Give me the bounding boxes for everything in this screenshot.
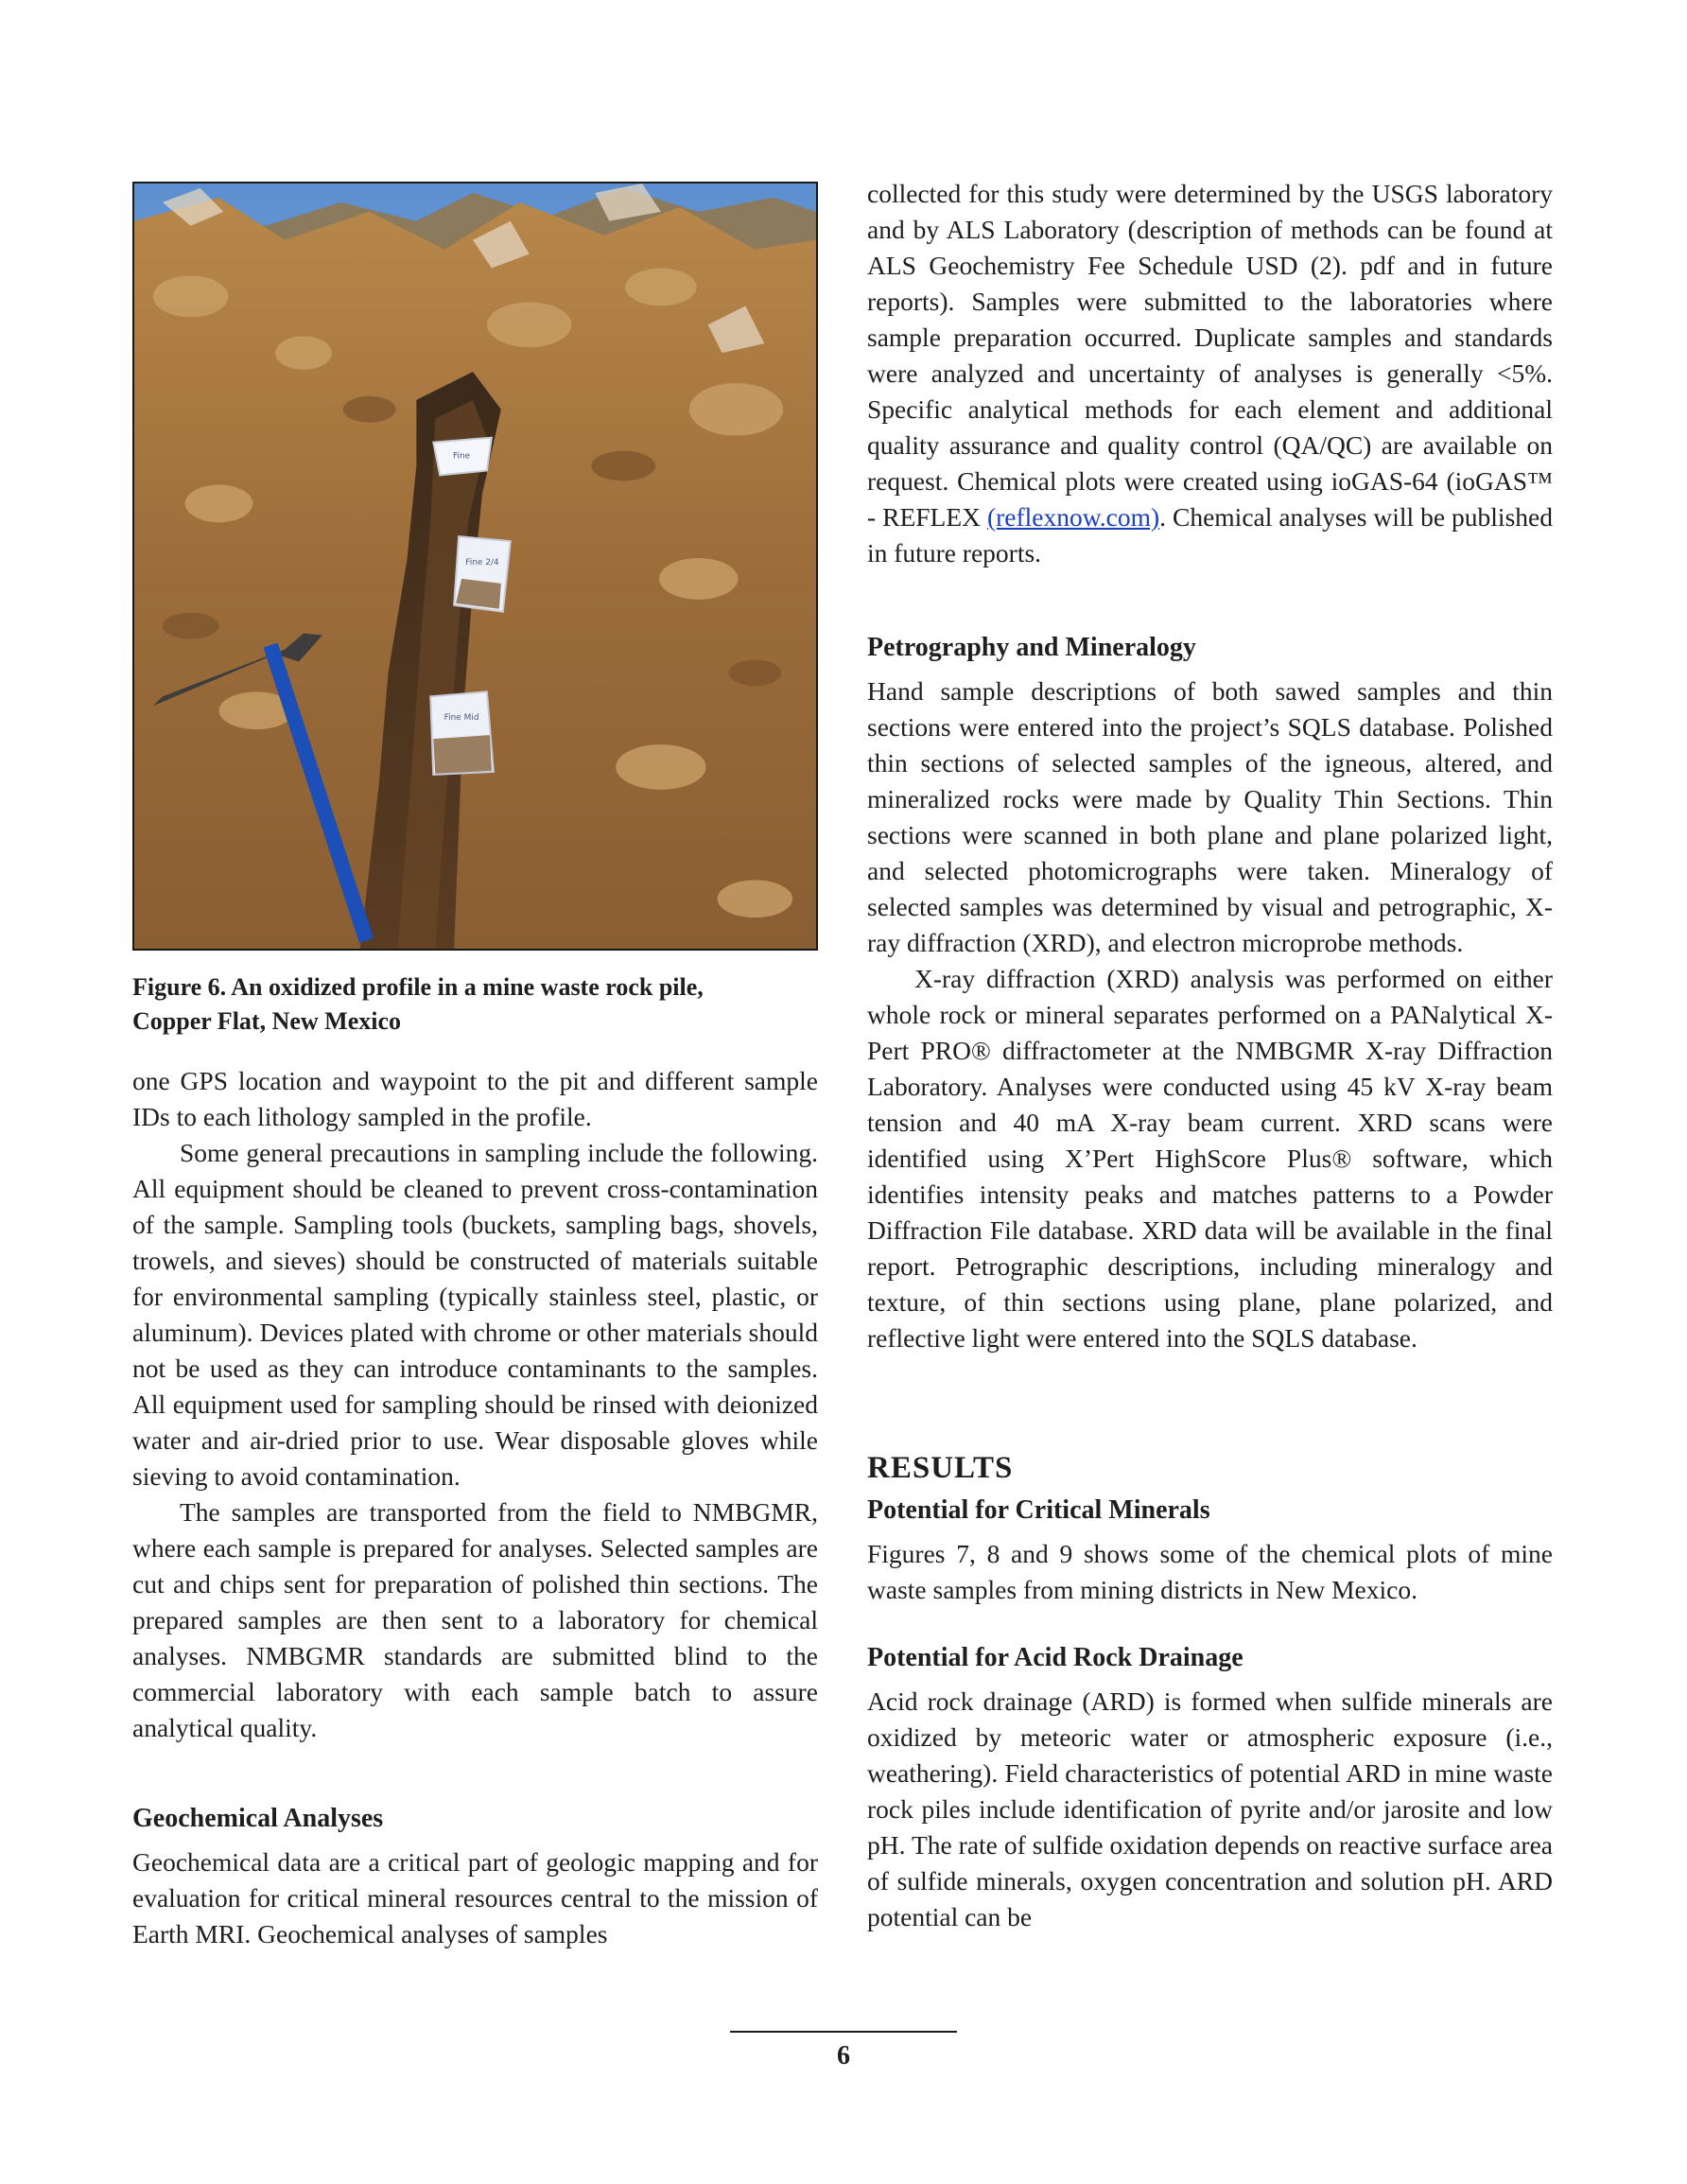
acid-rock-drainage-section <box>867 1640 1553 1935</box>
svg-text:Fine: Fine <box>453 451 471 462</box>
figure-caption-line-2: Copper Flat, New Mexico <box>132 1007 402 1035</box>
footer-rule <box>730 2031 957 2033</box>
svg-text:Fine 2/4: Fine 2/4 <box>465 558 499 568</box>
section-heading: Geochemical Analyses <box>132 1804 384 1833</box>
paragraph: X-ray diffraction (XRD) analysis was performed on either whole rock or mineral separates performed on a PANalytical X- Pert PRO® diffractometer at the NMBGMR X-ray Diffraction Laboratory. Analyses were conducted using 45 kV X-ray beam tension and 40 mA X-ray beam current. XRD scans were identified using X’Pert HighScore Plus® software, which identifies intensity peaks and matches patterns to a Powder Diffraction File database. XRD data will be available in the final report. Petrographic descriptions, including mineralogy and texture, of thin sections using plane, plane polarized, and reflective light were entered into the SQLS database. <box>867 964 1553 1353</box>
section-heading: Potential for Acid Rock Drainage <box>867 1643 1244 1672</box>
sample-bag-2 <box>454 536 511 612</box>
figure-caption <box>132 970 818 1039</box>
section-heading: Potential for Critical Minerals <box>867 1495 1210 1525</box>
paragraph: Some general precautions in sampling include the following. All equipment should be cleaned to prevent cross-contamination of the sample. Sampling tools (buckets, sampling bags, shovels, trowels, and sieves) should be constructed of materials suitable for environmental sampling (typically stainless steel, plastic, or aluminum). Devices plated with chrome or other materials should not be used as they can introduce contaminants to the samples. All equipment used for sampling should be rinsed with deionized water and air-dried prior to use. Wear disposable gloves while sieving to avoid contamination. <box>132 1138 818 1491</box>
sample-bag-3 <box>430 691 494 775</box>
waste-rock-pit-illustration <box>134 183 816 949</box>
figure-6-photo <box>132 182 818 951</box>
svg-text:Fine Mid: Fine Mid <box>443 713 479 724</box>
results-section <box>867 1447 1553 1608</box>
paragraph: one GPS location and waypoint to the pit and different sample IDs to each lithology sampled in the profile. <box>132 1066 818 1131</box>
results-heading: RESULTS <box>867 1451 1014 1485</box>
paragraph-text: . Chemical analyses will be published in future reports. <box>867 502 1553 568</box>
paragraph-text: collected for this study were determined by the USGS laboratory and by ALS Laboratory (description of methods can be found at ALS Geochemistry Fee Schedule USD (2). pdf and in future reports). Samples were submitted to the laboratories where sample preparation occurred. Duplicate samples and standards were analyzed and uncertainty of analyses is generally <5%. Specific analytical methods for each element and additional quality assurance and quality control (QA/QC) are available on request. Chemical plots were created using ioGAS-64 (ioGAS™ - REFLEX <box>867 179 1553 532</box>
right-column-text <box>867 176 1553 571</box>
left-column-text <box>132 1063 818 1746</box>
paragraph: Geochemical data are a critical part of geologic mapping and for evaluation for critical mineral resources central to the mission of Earth MRI. Geochemical analyses of samples <box>132 1847 818 1948</box>
paragraph <box>867 176 1553 571</box>
reflexnow-link[interactable]: (reflexnow.com) <box>986 502 1160 532</box>
sample-bag-1 <box>433 438 492 476</box>
figure-caption-line-1: Figure 6. An oxidized profile in a mine waste rock pile, <box>132 973 704 1001</box>
petrography-section <box>867 630 1553 1356</box>
paragraph: Hand sample descriptions of both sawed samples and thin sections were entered into the project’s SQLS database. Polished thin sections of selected samples of the igneous, altered, and mineralized rocks were made by Quality Thin Sections. Thin sections were scanned in both plane and plane polarized light, and selected photomicrographs were taken. Mineralogy of selected samples was determined by visual and petrographic, X-ray diffraction (XRD), and electron microprobe methods. <box>867 676 1553 957</box>
section-heading: Petrography and Mineralogy <box>867 633 1196 662</box>
paragraph: Figures 7, 8 and 9 shows some of the chemical plots of mine waste samples from mining districts in New Mexico. <box>867 1539 1553 1604</box>
geochemical-analyses-section <box>132 1801 818 1952</box>
page-number: 6 <box>837 2041 850 2070</box>
paragraph: Acid rock drainage (ARD) is formed when sulfide minerals are oxidized by meteoric water or atmospheric exposure (i.e., weathering). Field characteristics of potential ARD in mine waste rock piles include identification of pyrite and/or jarosite and low pH. The rate of sulfide oxidation depends on reactive surface area of sulfide minerals, oxygen concentration and solution pH. ARD potential can be <box>867 1686 1553 1931</box>
paragraph: The samples are transported from the field to NMBGMR, where each sample is prepared for analyses. Selected samples are cut and chips sent for preparation of polished thin sections. The prepared samples are then sent to a laboratory for chemical analyses. NMBGMR standards are submitted blind to the commercial laboratory with each sample batch to assure analytical quality. <box>132 1497 818 1742</box>
